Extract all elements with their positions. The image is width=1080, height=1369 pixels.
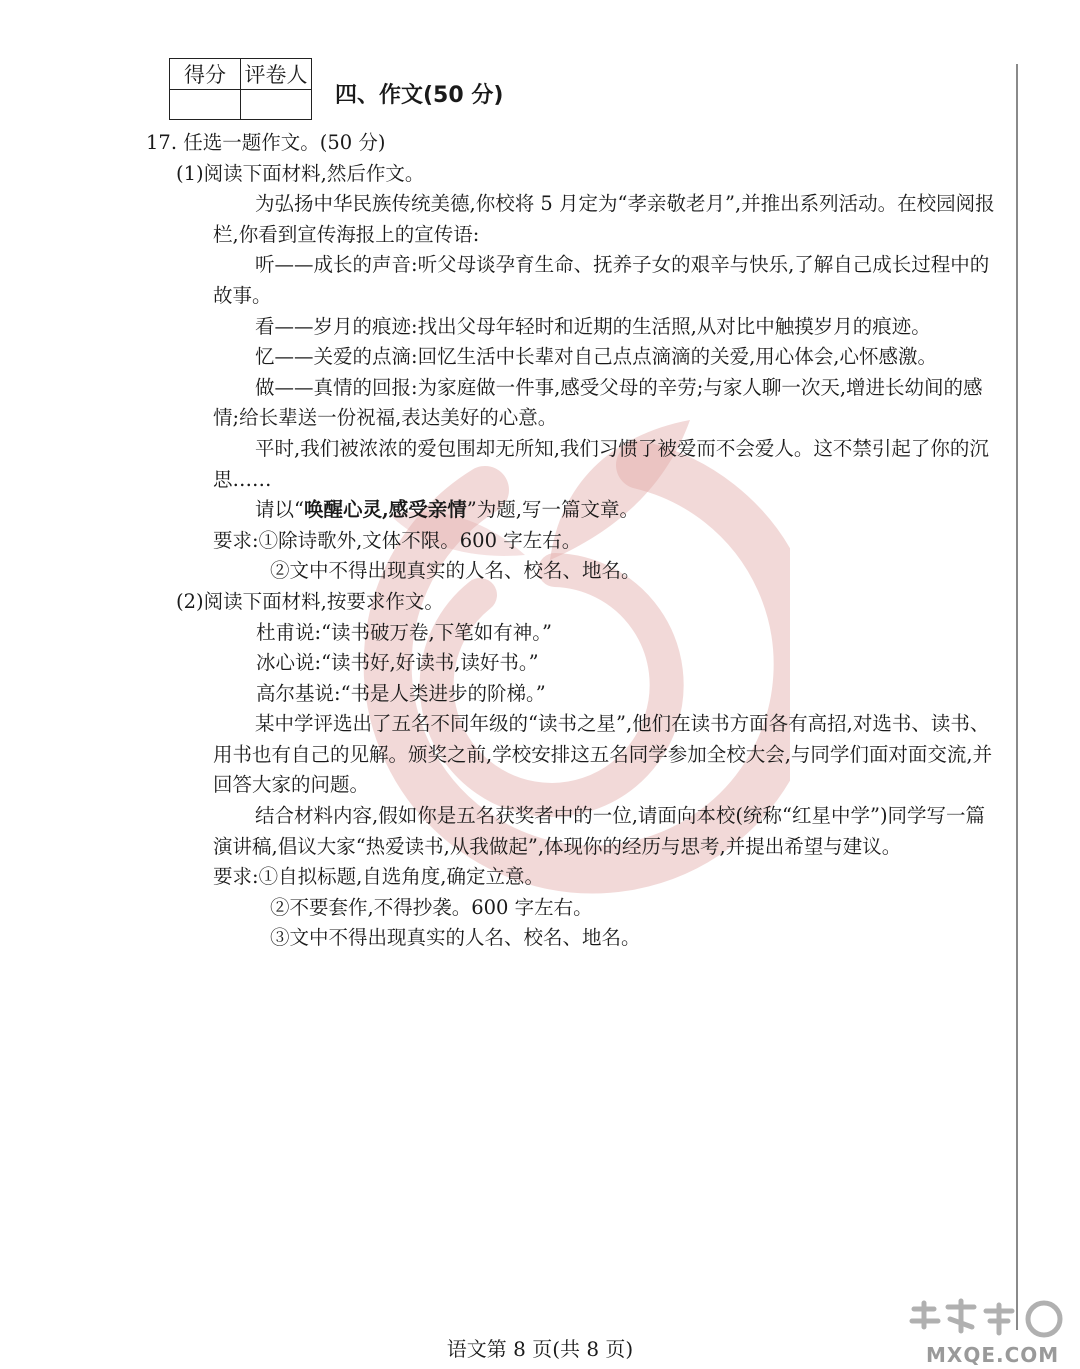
grader-header: 评卷人 — [241, 59, 312, 90]
task-suffix: ”为题,写一篇文章。 — [466, 498, 639, 522]
part1-item-do: 做——真情的回报:为家庭做一件事,感受父母的辛劳;与家人聊一次天,增进长幼间的感情;给长辈送一份祝福,表达美好的心意。 — [213, 375, 983, 430]
site-watermark-text: MXQE.COM — [926, 1343, 1060, 1367]
req-label: 要求: — [213, 865, 259, 889]
part2-heading: (2)阅读下面材料,按要求作文。 — [176, 589, 444, 613]
part1-item-recall: 忆——关爱的点滴:回忆生活中长辈对自己点点滴滴的关爱,用心体会,心怀感激。 — [255, 345, 937, 369]
part2-task: 结合材料内容,假如你是五名获奖者中的一位,请面向本校(统称“红星中学”)同学写一篇演讲稿,倡议大家“热爱读书,从我做起”,体现你的经历与思考,并提出希望与建议。 — [213, 804, 986, 858]
part1-intro: 为弘扬中华民族传统美德,你校将 5 月定为“孝亲敬老月”,并推出系列活动。在校园阅报栏,你看到宣传海报上的宣传语: — [213, 192, 995, 246]
score-cell[interactable] — [170, 90, 241, 120]
part2-requirement-1 — [146, 862, 996, 893]
question-number: 17. 任选一题作文。(50 分) — [146, 131, 386, 154]
part1-heading: (1)阅读下面材料,然后作文。 — [176, 161, 425, 185]
part1-requirement-2: ②文中不得出现真实的人名、校名、地名。 — [270, 559, 641, 583]
part2-quote-dufu: 杜甫说:“读书破万卷,下笔如有神。” — [256, 620, 552, 644]
req-text: ①自拟标题,自选角度,确定立意。 — [258, 865, 544, 889]
score-header: 得分 — [170, 59, 241, 90]
task-title: 唤醒心灵,感受亲情 — [303, 498, 467, 522]
part1-item-listen: 听——成长的声音:听父母谈孕育生命、抚养子女的艰辛与快乐,了解自己成长过程中的故事。 — [213, 253, 990, 307]
part1-requirement-1 — [146, 526, 996, 557]
right-margin-rule — [1016, 64, 1018, 1330]
score-table — [169, 58, 312, 120]
part1-task — [146, 495, 996, 526]
section-title: 四、作文(50 分) — [335, 83, 504, 108]
grader-cell[interactable] — [241, 90, 312, 120]
page-footer: 语文第 8 页(共 8 页) — [446, 1337, 634, 1361]
task-prefix: 请以“ — [255, 498, 304, 522]
part2-quote-bingxin: 冰心说:“读书好,好读书,读好书。” — [256, 651, 539, 675]
part2-material: 某中学评选出了五名不同年级的“读书之星”,他们在读书方面各有高招,对选书、读书、用书也有自己的见解。颁奖之前,学校安排这五名同学参加全校大会,与同学们面对面交流,并回答大家的问题。 — [213, 712, 993, 797]
question-content — [146, 128, 996, 954]
part1-reflection: 平时,我们被浓浓的爱包围却无所知,我们习惯了被爱而不会爱人。这不禁引起了你的沉思…… — [213, 436, 989, 491]
req-label: 要求: — [213, 528, 259, 552]
part2-quote-gorky: 高尔基说:“书是人类进步的阶梯。” — [256, 681, 546, 705]
part2-requirement-2: ②不要套作,不得抄袭。600 字左右。 — [270, 895, 593, 919]
part2-requirement-3: ③文中不得出现真实的人名、校名、地名。 — [270, 926, 641, 950]
req-text: ①除诗歌外,文体不限。600 字左右。 — [258, 528, 582, 552]
part1-item-look: 看——岁月的痕迹:找出父母年轻时和近期的生活照,从对比中触摸岁月的痕迹。 — [255, 314, 931, 338]
